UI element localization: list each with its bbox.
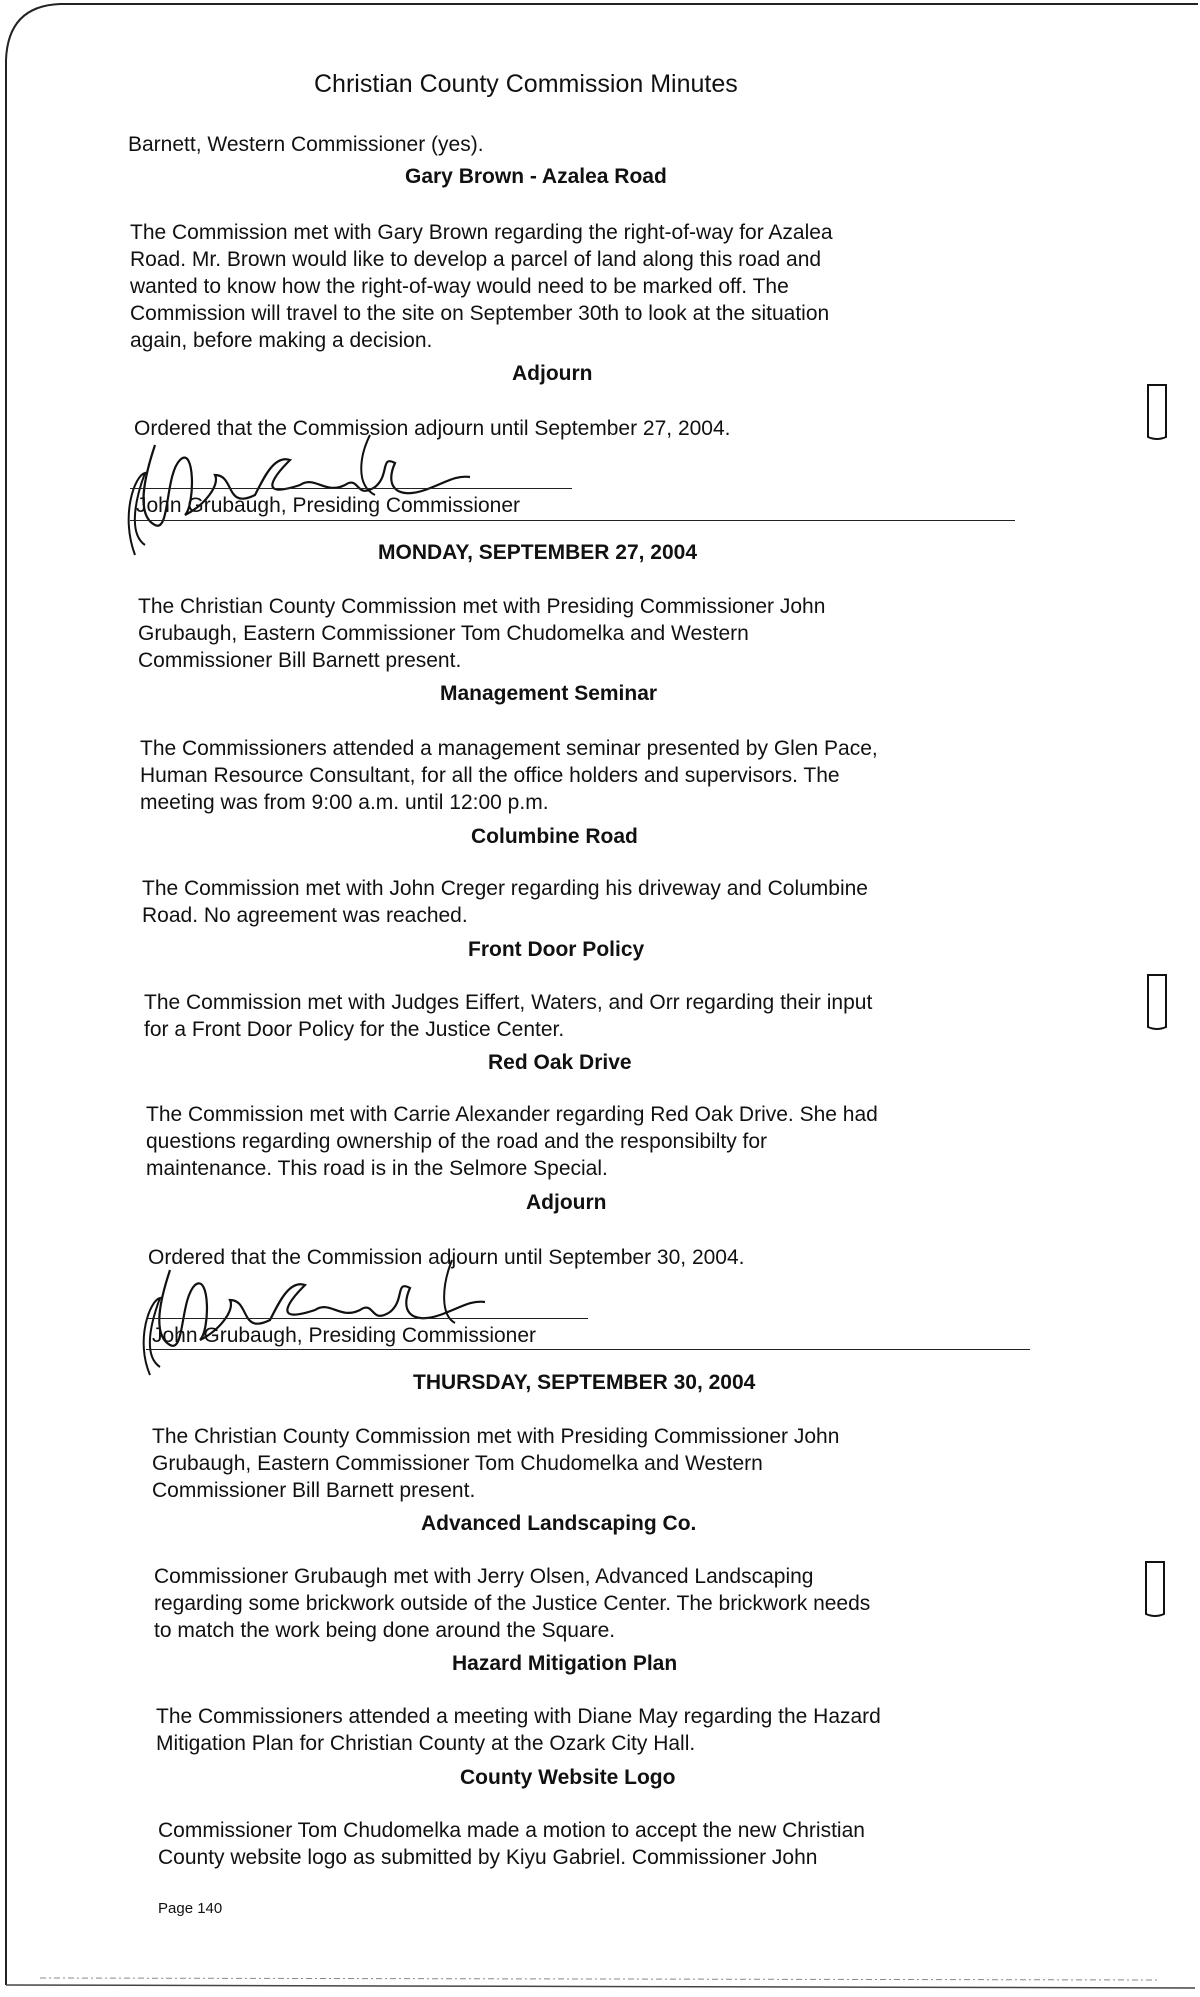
signature-line: [130, 488, 572, 489]
section-heading: Management Seminar: [440, 682, 658, 705]
binder-hole: [1146, 973, 1168, 1031]
binder-hole: [1144, 1560, 1166, 1618]
section-heading: Front Door Policy: [468, 938, 645, 961]
paragraph-line: meeting was from 9:00 a.m. until 12:00 p.m.: [140, 791, 549, 814]
section-heading: Columbine Road: [471, 825, 638, 848]
signer-name: John Grubaugh, Presiding Commissioner: [136, 494, 521, 517]
paragraph-line: The Commissioners attended a meeting with Diane May regarding the Hazard: [156, 1705, 881, 1728]
paragraph-line: The Commission met with Gary Brown regarding the right-of-way for Azalea: [130, 221, 833, 244]
paragraph-line: to match the work being done around the Square.: [154, 1619, 616, 1642]
section-heading: Advanced Landscaping Co.: [421, 1512, 697, 1535]
paragraph-line: regarding some brickwork outside of the Justice Center. The brickwork needs: [154, 1592, 871, 1615]
paragraph-line: The Commission met with John Creger regarding his driveway and Columbine: [142, 877, 868, 900]
paragraph-line: Grubaugh, Eastern Commissioner Tom Chudomelka and Western: [152, 1452, 763, 1475]
paragraph-line: questions regarding ownership of the road and the responsibilty for: [146, 1130, 768, 1153]
section-divider: [130, 520, 1015, 521]
paragraph-line: The Commission met with Judges Eiffert, Waters, and Orr regarding their input: [144, 991, 873, 1014]
adjourn-order-text: Ordered that the Commission adjourn until September 30, 2004.: [148, 1246, 745, 1269]
section-heading: Gary Brown - Azalea Road: [405, 165, 667, 188]
paragraph-line: again, before making a decision.: [130, 329, 433, 352]
paragraph-line: Road. No agreement was reached.: [142, 904, 468, 927]
signature-line: [146, 1318, 588, 1319]
section-heading: Hazard Mitigation Plan: [452, 1652, 678, 1675]
paragraph-line: The Christian County Commission met with Presiding Commissioner John: [152, 1425, 840, 1448]
paragraph-line: Commissioner Bill Barnett present.: [152, 1479, 476, 1502]
date-heading: MONDAY, SEPTEMBER 27, 2004: [378, 541, 698, 564]
page-number: Page 140: [158, 1900, 223, 1917]
intro-line: Barnett, Western Commissioner (yes).: [128, 133, 484, 156]
section-divider: [146, 1349, 1030, 1350]
paragraph-line: Mitigation Plan for Christian County at the Ozark City Hall.: [156, 1732, 696, 1755]
signer-name: John Grubaugh, Presiding Commissioner: [152, 1324, 537, 1347]
date-heading: THURSDAY, SEPTEMBER 30, 2004: [413, 1371, 756, 1394]
paragraph-line: Commission will travel to the site on September 30th to look at the situation: [130, 302, 830, 325]
adjourn-heading: Adjourn: [526, 1191, 607, 1214]
document-title: Christian County Commission Minutes: [314, 70, 738, 98]
paragraph-line: Road. Mr. Brown would like to develop a parcel of land along this road and: [130, 248, 822, 271]
section-heading: County Website Logo: [460, 1766, 676, 1789]
paragraph-line: Commissioner Bill Barnett present.: [138, 649, 462, 672]
paragraph-line: The Christian County Commission met with Presiding Commissioner John: [138, 595, 826, 618]
paragraph-line: The Commission met with Carrie Alexander regarding Red Oak Drive. She had: [146, 1103, 878, 1126]
section-heading: Red Oak Drive: [488, 1051, 632, 1074]
paragraph-line: Commissioner Grubaugh met with Jerry Olsen, Advanced Landscaping: [154, 1565, 814, 1588]
paragraph-line: maintenance. This road is in the Selmore Special.: [146, 1157, 608, 1180]
adjourn-order-text: Ordered that the Commission adjourn until September 27, 2004.: [134, 417, 731, 440]
paragraph-line: Human Resource Consultant, for all the office holders and supervisors. The: [140, 764, 840, 787]
paragraph-line: County website logo as submitted by Kiyu Gabriel. Commissioner John: [158, 1846, 818, 1869]
paragraph-line: wanted to know how the right-of-way would need to be marked off. The: [130, 275, 789, 298]
paragraph-line: for a Front Door Policy for the Justice Center.: [144, 1018, 565, 1041]
binder-hole: [1146, 383, 1168, 441]
paragraph-line: The Commissioners attended a management seminar presented by Glen Pace,: [140, 737, 878, 760]
adjourn-heading: Adjourn: [512, 362, 593, 385]
paragraph-line: Commissioner Tom Chudomelka made a motion to accept the new Christian: [158, 1819, 865, 1842]
paragraph-line: Grubaugh, Eastern Commissioner Tom Chudomelka and Western: [138, 622, 749, 645]
